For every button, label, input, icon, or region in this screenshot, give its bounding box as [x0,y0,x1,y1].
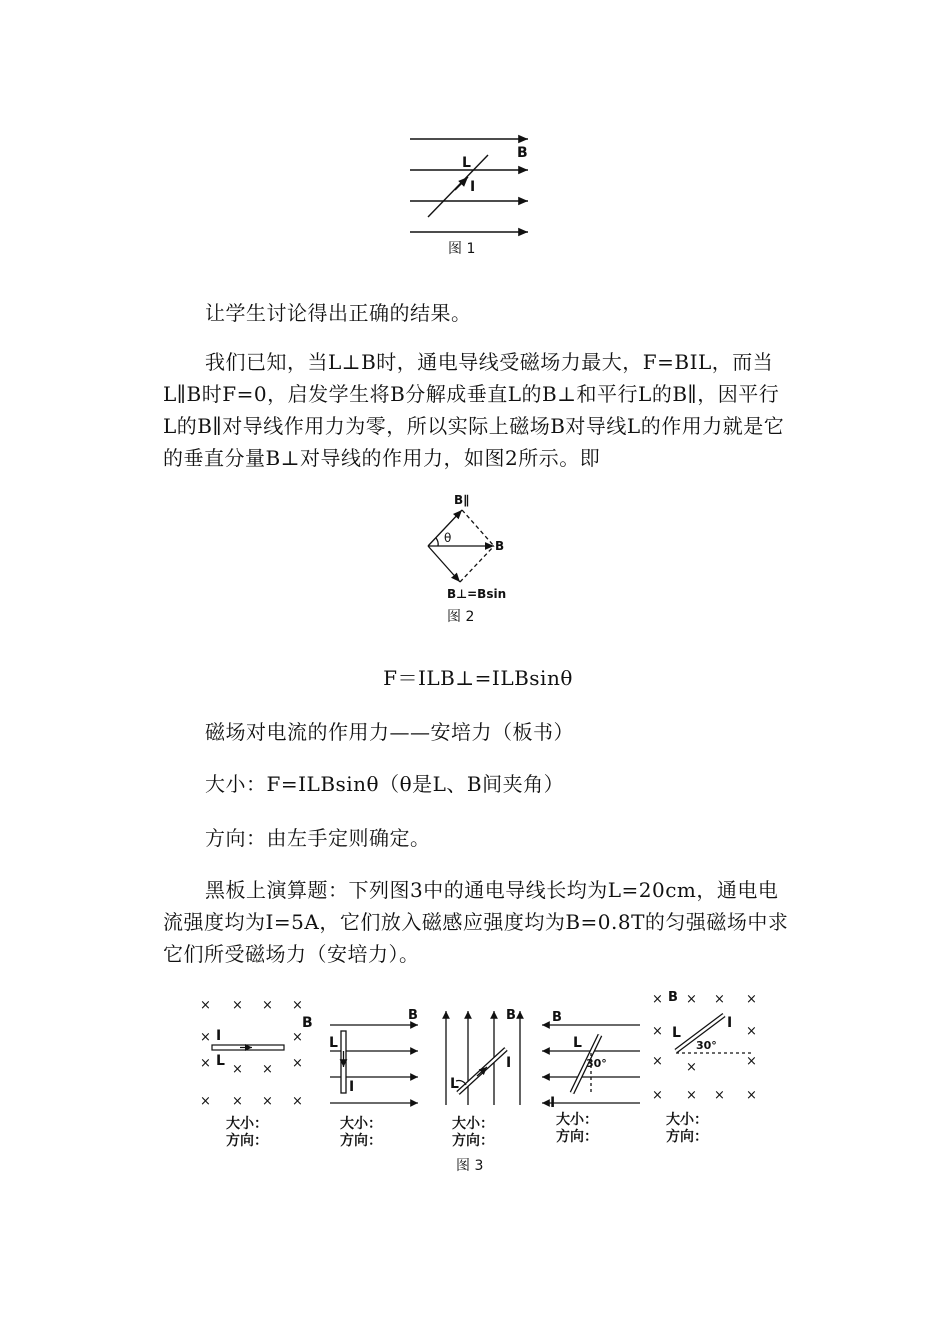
svg-text:I: I [216,1028,222,1044]
fig3-answer-labels [226,1111,708,1149]
svg-text:方向：: 方向： [556,1129,598,1145]
paragraph-exercise: 黑板上演算题：下列图3中的通电导线长均为L=20cm，通电电流强度均为I=5A，它们放入磁感应强度均为B=0.8T的匀强磁场中求它们所受磁场力（安培力）。 [163,878,789,966]
svg-text:×: × [686,1088,697,1103]
svg-text:30°: 30° [696,1039,717,1052]
fig2-label-theta: θ [444,531,452,545]
svg-text:×: × [714,1088,725,1103]
svg-text:×: × [652,1024,663,1039]
fig3-caption: 图 3 [456,1158,484,1174]
svg-text:×: × [746,1088,757,1103]
formula-line: F＝ILB⊥=ILBsinθ [383,666,573,690]
paragraph-direction: 方向：由左手定则确定。 [205,826,431,850]
figure-2 [410,490,530,630]
svg-text:×: × [200,1030,211,1045]
svg-text:×: × [746,992,757,1007]
svg-text:B: B [302,1015,313,1031]
fig3-panel-e [652,990,757,1103]
svg-text:B: B [506,1008,516,1023]
fig2-label-bpar: B∥ [454,493,470,507]
svg-text:方向：: 方向： [340,1133,382,1149]
fig3-panel-a [200,998,313,1109]
svg-text:×: × [292,1094,303,1109]
svg-text:L: L [672,1025,681,1041]
svg-text:×: × [652,1088,663,1103]
svg-text:×: × [292,1030,303,1045]
svg-text:B: B [408,1008,418,1023]
fig1-label-L: L [462,155,471,171]
fig1-caption: 图 1 [448,241,476,257]
svg-text:大小：: 大小： [226,1116,268,1132]
fig3-panel-b [330,1025,418,1103]
svg-text:L: L [329,1035,338,1051]
svg-text:×: × [652,992,663,1007]
figure-1 [400,125,550,265]
svg-text:×: × [200,998,211,1013]
svg-text:×: × [262,998,273,1013]
svg-text:×: × [652,1054,663,1069]
svg-text:B: B [552,1010,562,1025]
svg-text:L: L [573,1035,582,1051]
svg-text:×: × [292,998,303,1013]
svg-text:×: × [262,1094,273,1109]
svg-text:方向：: 方向： [666,1129,708,1145]
svg-text:L: L [216,1053,225,1069]
svg-text:I: I [349,1079,355,1095]
svg-text:方向：: 方向： [452,1133,494,1149]
paragraph-magnitude: 大小：F=ILBsinθ（θ是L、B间夹角） [205,772,565,796]
fig2-caption: 图 2 [447,609,475,625]
paragraph-title: 磁场对电流的作用力——安培力（板书） [205,720,574,744]
svg-text:×: × [200,1094,211,1109]
svg-text:×: × [232,998,243,1013]
svg-text:30°: 30° [586,1057,607,1070]
fig2-label-bperp: B⊥=Bsin [447,587,507,601]
svg-text:方向：: 方向： [226,1133,268,1149]
svg-text:×: × [200,1056,211,1071]
svg-text:I: I [550,1095,556,1111]
svg-text:×: × [686,1060,697,1075]
svg-text:B: B [668,990,678,1005]
svg-text:×: × [746,1054,757,1069]
svg-text:I: I [506,1055,512,1071]
svg-text:I: I [727,1015,733,1031]
svg-text:大小：: 大小： [556,1112,598,1128]
fig1-label-I: I [470,179,476,195]
svg-text:×: × [232,1094,243,1109]
svg-text:大小：: 大小： [666,1112,708,1128]
svg-text:大小：: 大小： [452,1116,494,1132]
svg-text:×: × [686,992,697,1007]
svg-text:×: × [232,1062,243,1077]
paragraph-explanation: 我们已知，当L⊥B时，通电导线受磁场力最大，F=BIL，而当L∥B时F=0，启发学生将B分解成垂直L的B⊥和平行L的B∥，因平行L的B∥对导线作用力为零，所以实际上磁场B对导线L的作用力就是它的垂直分量B⊥对导线的作用力，如图2所示。即 [163,350,785,470]
svg-text:×: × [714,992,725,1007]
svg-text:×: × [292,1056,303,1071]
fig1-label-B: B [517,145,528,161]
svg-text:大小：: 大小： [340,1116,382,1132]
svg-text:×: × [746,1024,757,1039]
svg-text:L: L [450,1076,459,1092]
figure-3 [190,985,770,1180]
paragraph-discussion: 让学生讨论得出正确的结果。 [205,301,472,325]
fig2-label-b: B [495,539,505,553]
svg-text:×: × [262,1062,273,1077]
